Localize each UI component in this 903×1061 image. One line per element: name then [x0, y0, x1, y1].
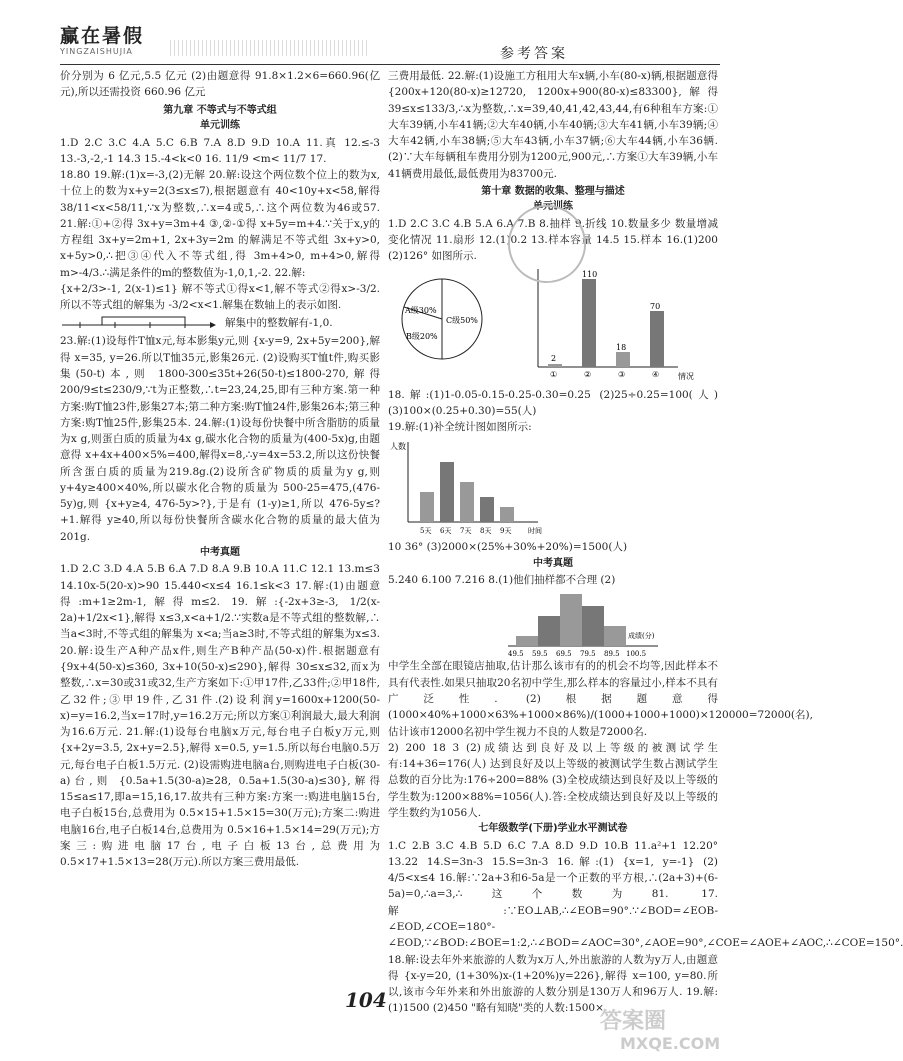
hist-tick-2: 6天: [440, 527, 452, 536]
score-bar-1: [516, 636, 538, 646]
score-bar-2: [538, 616, 560, 646]
hist-ylabel: 人数: [390, 442, 406, 452]
bar-tick-3: ③: [618, 369, 626, 379]
score-tick-1: 49.5: [508, 650, 524, 659]
hist-tick-4: 8天: [480, 527, 492, 536]
bar-value-2: 110: [582, 269, 598, 279]
score-histogram-chart: [508, 588, 708, 658]
pie-chart: [400, 277, 484, 361]
page-number: 104: [345, 988, 387, 1012]
answer-text: 19.解:(1)补全统计图如图所示:: [388, 421, 532, 434]
bar-chart: [528, 267, 703, 385]
chart-area: [388, 267, 718, 385]
hist-bar-3: [460, 482, 474, 522]
hist-tick-3: 7天: [460, 527, 472, 536]
answer-text: 2) 200 18 3 (2)成绩达到良好及以上等级的被测试学生有:14+36=176(人) 达到良好及以上等级的被测试学生数占测试学生总数的百分比为:176÷200=88% (3)全校成绩达到良好及以上等级的学生数为:1200×88%=1056(人).答:全校成绩达到良好及以上等级的学生数约为1056人.: [388, 741, 718, 819]
section-title: 参考答案: [500, 46, 568, 62]
answer-text: 18.80 19.解:(1)x=-3,(2)无解 20.解:设这个两位数个位上的数为x,十位上的数为x+y=2(3≤x≤7),根据题意有 40<10y+x<58,解得 38/11<x<58/11,∵x为整数,∴x=4或5,∴这个两位数为46或57. 21.解:①+②得 3x+y=3m+4 ③,②-①得 x+5y=m+4.∵关于x,y的方程组 3x+y=2m+1, 2x+3y=2m 的解满足不等式组 3x+y>0, x+5y>0,∴把③④代入不等式组,得 3m+4>0, m+4>0,解得 m>-4/3.∴满足条件的m的整数值为-1,0,1,-2. 22.解:: [60, 169, 380, 279]
histogram-area: [388, 437, 718, 537]
page-header: [0, 0, 750, 62]
bar-value-1: 2: [551, 353, 557, 363]
hist-bar-1: [420, 492, 434, 522]
score-tick-5: 89.5: [604, 650, 620, 659]
decorative-stripe: [170, 40, 370, 56]
answer-text: {x+2/3>-1, 2(x-1)≤1} 解不等式①得x<1,解不等式②得x>-3/2.所以不等式组的解集为 -3/2<x<1.解集在数轴上的表示如图.: [60, 282, 380, 312]
bar-xlabel: 情况: [678, 371, 694, 381]
number-line-note: 解集中的整数解有-1,0.: [225, 317, 333, 330]
answer-text: 18.解:(1)1-0.05-0.15-0.25-0.30=0.25 (2)25÷0.25=100(人) (3)100×(0.25+0.30)=55(人): [388, 388, 718, 417]
score-histogram: [388, 588, 718, 658]
bar-4: [650, 311, 664, 367]
brand-subtitle: YINGZAISHUJIA: [60, 47, 133, 56]
bar-2: [582, 279, 596, 367]
answer-text: 1.D 2.C 3.C 4.B 5.A 6.A 7.B 8.抽样 9.折线 10.数量多少 数量增减变化情况 11.扇形 12.(1)0.2 13.样本容量 14.5 15.样本 16.(1)200 (2)126° 如图所示.: [388, 217, 718, 263]
pie-label-b: B级20%: [406, 331, 438, 341]
bar-value-3: 18: [616, 342, 627, 352]
score-tick-3: 69.5: [556, 650, 572, 659]
watermark: 答案圈: [600, 1009, 667, 1034]
score-bar-3: [560, 594, 582, 646]
answer-text: 中学生全部在眼镜店抽取,估计那么该市有的的机会不均等,因此样本不具有代表性.如果只抽取20名初中学生,那么样本的容量过小,样本不具有广泛性. (2)根据题意得 (1000×40%+1000×63%+1000×86%)/(1000+1000+1000)×120000=72000(名),估计该市12000名初中学生视力不良的人数是72000名.: [388, 660, 813, 738]
score-bar-5: [604, 626, 626, 646]
score-tick-4: 79.5: [580, 650, 596, 659]
score-tick-2: 59.5: [532, 650, 548, 659]
hist-bar-5: [500, 507, 514, 522]
chapter-title: 第九章 不等式与不等式组: [163, 104, 277, 116]
bar-tick-2: ②: [584, 369, 592, 379]
hist-bar-4: [480, 497, 494, 522]
answer-text: 23.解:(1)设每件T恤x元,每本影集y元,则 {x-y=9, 2x+5y=200},解得 x=35, y=26.所以T恤35元,影集26元. (2)设购买T恤t件,购买影集(50-t)本,则 1800-300≤35t+26(50-t)≤1800-270,解得 200/9≤t≤230/9,∵t为正整数,∴t=23,24,25,即有三种方案.第一种方案:购T恤23件,影集27本;第二种方案:购T恤24件,影集26本;第三种方案:购T恤25件,影集25本. 24.解:(1)设每份快餐中所含脂肪的质量为x g,则蛋白质的质量为4x g,碳水化合物的质量为(400-5x)g,由题意得 x+4x+400×5%=400,解得x=8,∴y=4x=53.2,所以这份快餐所含蛋白质的质量为219.8g.(2)设所含矿物质的质量为y g,则y+4y≥400×40%,所以碳水化合物的质量为 500-25=475,(476-5y)g,则 {x+y≥4, 476-5y>?},于是有 (1-y)≥1,所以 476-5y≤?+1.解得 y≥40,所以每份快餐所含碳水化合物的质量的最大值为 201g.: [60, 335, 380, 543]
header-rule: [60, 64, 720, 65]
bar-1: [548, 364, 562, 367]
number-line: [60, 313, 380, 333]
answer-text: 价分别为 6 亿元,5.5 亿元 (2)由题意得 91.8×1.2×6=660.96(亿元),所以还需投资 660.96 亿元: [60, 70, 380, 99]
hist-tick-1: 5天: [420, 527, 432, 536]
hist-xlabel: 时间: [528, 527, 542, 536]
answer-text: 三费用最低. 22.解:(1)设施工方租用大车x辆,小车(80-x)辆,根据题意得 {200x+120(80-x)≥12720, 1200x+900(80-x)≤83300},解得 39≤x≤133/3,∴x为整数,∴x=39,40,41,42,43,44,有6种租车方案:①大车39辆,小车41辆;②大车40辆,小车40辆;③大车41辆,小车39辆;④大车42辆,小车38辆;⑤大车43辆,小车37辆;⑥大车44辆,小车36辆. (2)∵大车每辆租车费用分别为1200元,900元,∴方案①大车39辆,小车41辆费用最低,最低费用为83700元.: [388, 70, 718, 180]
bar-value-4: 70: [650, 301, 661, 311]
hist-tick-5: 9天: [500, 527, 512, 536]
bar-tick-4: ④: [652, 369, 660, 379]
answer-text: 5.240 6.100 7.216 8.(1)他们抽样都不合理 (2): [388, 574, 616, 587]
score-xlabel: 成绩(分): [628, 632, 655, 641]
histogram-chart: [388, 437, 588, 537]
score-tick-6: 100.5: [626, 650, 647, 659]
answer-text: 1.C 2.B 3.C 4.B 5.D 6.C 7.A 8.D 9.D 10.B 11.a²+1 12.20° 13.22 14.S=3n-3 15.S=3n-3 16.解:(1) {x=1, y=-1} (2) 4/5<x≤4 16.解:∵2a+3和6-5a是一个正数的平方根,∴(2a+3)+(6-5a)=0,∴a=3,∴这个数为81. 17.解:∵EO⊥AB,∴∠EOB=90°.∵∠BOD=∠EOB-∠EOD,∠COE=180°-∠EOD,∵∠BOD:∠BOE=1:2,∴∠BOD=∠AOC=30°,∠AOE=90°,∠COE=∠AOE+∠AOC,∴∠COE=150°. 18.解:设去年外来旅游的人数为x万人,外出旅游的人数为y万人,由题意得 {x-y=20, (1+30%)x-(1+20%)y=226},解得 x=100, y=80.所以,该市今年外来和外出旅游的人数分别是130万人和96万人. 19.解:(1)1500 (2)450 "略有知晓"类的人数:1500×: [388, 839, 903, 1015]
zhongkao-title: 中考真题: [200, 546, 240, 558]
exam-title: 七年级数学(下册)学业水平测试卷: [478, 823, 628, 835]
pie-label-c: C级50%: [446, 315, 478, 325]
unit-training-title: 单元训练: [533, 201, 573, 213]
answer-text: 1.D 2.C 3.C 4.A 5.C 6.B 7.A 8.D 9.D 10.A 11.真 12.≤-3 13.-3,-2,-1 14.3 15.-4<k<0 16. 11/9 <m< 11/7 17.: [60, 136, 380, 165]
bar-tick-1: ①: [550, 369, 558, 379]
left-column: [60, 68, 380, 870]
answer-text: 1.D 2.C 3.D 4.A 5.B 6.A 7.D 8.A 9.B 10.A 11.C 12.1 13.m≤3 14.10x-5(20-x)>90 15.440<x≤4 16.1≤k<3 17.解:(1)由题意得:m+1≥2m-1,解得m≤2. 19.解:{-2x+3≥-3, 1/2(x-2a)+1/2x<1},解得 x≤3,x<a+1/2.∵实数a是不等式组的整数解,∴当a<3时,不等式组的解集为 x<a;当a≥3时,不等式组的解集为x≤3. 20.解:设生产A种产品x件,则生产B种产品(50-x)件.根据题意有 {9x+4(50-x)≤360, 3x+10(50-x)≤290},解得 30≤x≤32,而x为整数,∴x=30或31或32,生产方案如下:①甲17件,乙33件;②甲18件,乙32件;③甲19件,乙31件.(2)设利润y=1600x+1200(50-x)=y=16.2,当x=17时,y=16.2万元;所以方案①利润最大,最大利润为16.6万元. 21.解:(1)设每台电脑x万元,每台电子白板y万元,则 {x+2y=3.5, 2x+y=2.5},解得 x=0.5, y=1.5.所以每台电脑0.5万元,每台电子白板1.5万元. (2)设需购进电脑a台,则购进电子白板(30-a)台,则 {0.5a+1.5(30-a)≥28, 0.5a+1.5(30-a)≤30},解得 15≤a≤17,即a=15,16,17.故共有三种方案:方案一:购进电脑15台,电子白板15台,总费用为 0.5×15+1.5×15=30(万元);方案二:购进电脑16台,电子白板14台,总费用为 0.5×16+1.5×14=29(万元);方案三:购进电脑17台,电子白板13台,总费用为 0.5×17+1.5×13=28(万元).所以方案三费用最低.: [60, 563, 380, 869]
pie-label-a: A级30%: [405, 305, 437, 315]
brand-title: 赢在暑假: [60, 25, 145, 47]
bar-3: [616, 352, 630, 367]
zhongkao-title: 中考真题: [533, 557, 573, 569]
answer-text: 10 36° (3)2000×(25%+30%+20%)=1500(人): [388, 541, 628, 554]
watermark-url: MXQE.COM: [620, 1034, 721, 1053]
unit-training-title: 单元训练: [200, 120, 240, 132]
hist-bar-2: [440, 462, 454, 522]
chapter-title: 第十章 数据的收集、整理与描述: [481, 185, 625, 197]
score-bar-4: [582, 606, 604, 646]
